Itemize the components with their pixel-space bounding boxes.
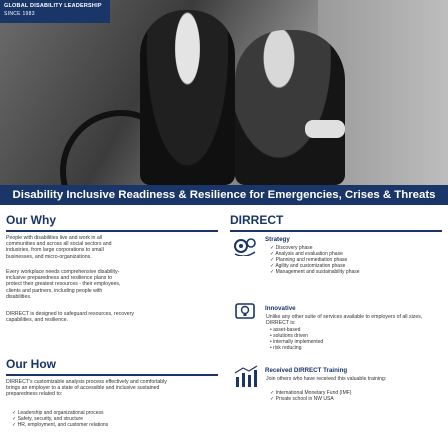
why-paragraph-3: DIRRECT is designed to safeguard resources, recovery capabilities, and resilience.	[6, 311, 134, 324]
why-paragraph-2: Every workplace needs comprehensive disability-inclusive preparedness and resilience plans to protect their greatest resources - their employees, clients and partners, including people with disabilities.	[6, 269, 121, 300]
list-item: • solutions driven	[270, 333, 440, 339]
innovative-heading: Innovative	[265, 305, 296, 312]
tagline-badge	[0, 0, 110, 23]
person-seated	[140, 10, 235, 185]
innovative-lightbulb-icon	[234, 301, 256, 321]
received-text: Join others who have received this valuable training:	[266, 376, 387, 382]
how-heading: Our How	[6, 357, 56, 371]
dirrect-heading: DIRRECT	[230, 213, 284, 227]
strategy-gears-icon	[232, 236, 258, 256]
list-item: ✓ Management and sustainability phase	[270, 269, 440, 275]
training-chart-icon	[233, 365, 259, 389]
why-paragraph-1: People with disabilities live and work in all communities and across all social sectors and industries, from large corporations to small businesses, and micro-organizations.	[6, 235, 112, 260]
why-rule	[6, 230, 218, 232]
list-item: ✓ Agility and customization phase	[270, 263, 440, 269]
dirrect-rule	[230, 230, 442, 232]
why-heading: Our Why	[6, 213, 56, 227]
list-item: ✓ Safety, security, and structure	[12, 416, 212, 422]
title-banner: Disability Inclusive Readiness & Resilience for Emergencies, Crises & Threats	[0, 185, 448, 205]
list-item: ✓ Leadership and organizational process	[12, 410, 212, 416]
list-item: ✓ International Monetary Fund (IMF)	[270, 390, 440, 396]
how-list	[12, 410, 212, 428]
tagline-line2: SINCE 1983	[4, 11, 35, 17]
list-item: • risk reducing	[270, 345, 440, 351]
person-standing	[235, 30, 345, 185]
innovative-text: Unlike any other suite of services available to employers of all sizes, DIRRECT is:	[266, 314, 423, 327]
list-item: ✓ Private school in NW USA	[270, 396, 440, 402]
list-item: ✓ Analysis and evaluation phase	[270, 251, 440, 257]
list-item: • internally implemented	[270, 339, 440, 345]
hands-detail	[305, 120, 345, 138]
strategy-list	[270, 245, 440, 275]
how-paragraph-1: DIRRECT's customizable analysis process effectively and comfortably brings an employer to a state of accessible and inclusive sustained preparedness related to:	[6, 379, 167, 398]
list-item: ✓ Planning and remediation phase	[270, 257, 440, 263]
innovative-list	[270, 327, 440, 351]
tagline-line1: GLOBAL DISABILITY LEADERSHIP	[4, 3, 102, 9]
how-rule	[6, 374, 218, 376]
received-list	[270, 390, 440, 402]
list-item: ✓ HR, employment, and customer relations	[12, 422, 212, 428]
received-heading: Received DIRRECT Training	[265, 367, 348, 374]
list-item: ✓ Discovery phase	[270, 245, 440, 251]
list-item: • asset-based	[270, 327, 440, 333]
hero-photo	[0, 0, 448, 185]
strategy-heading: Strategy	[265, 236, 290, 243]
